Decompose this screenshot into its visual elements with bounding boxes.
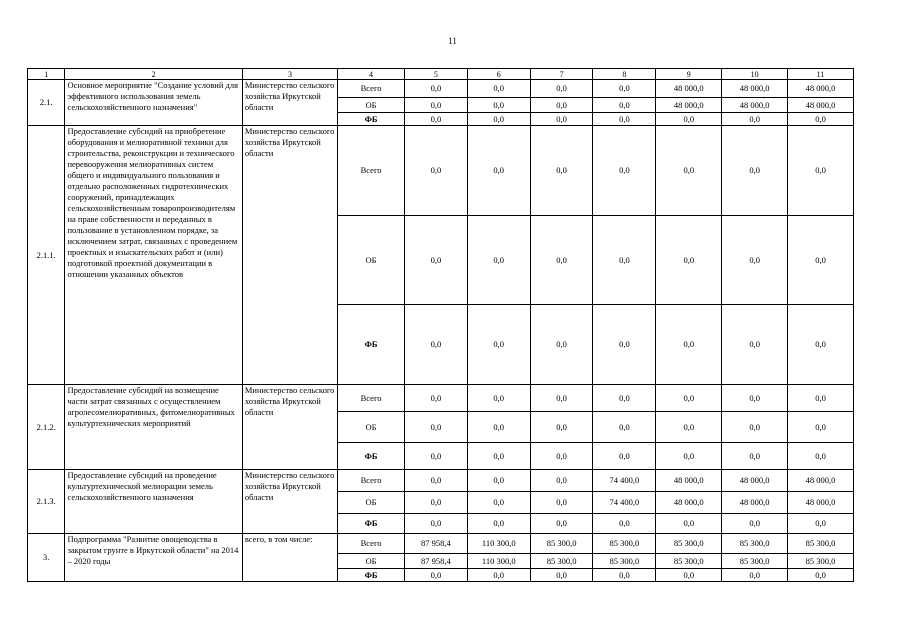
value-cell: 0,0 [405, 216, 468, 305]
value-cell: 48 000,0 [656, 98, 722, 113]
value-cell: 0,0 [593, 569, 656, 582]
funding-source: ОБ [338, 492, 405, 514]
measure-name: Предоставление субсидий на приобретение оборудования и мелиоративной техники для строительства, реконструкции и технического перевооружения мелиоративных систем общего и индивидуального пользования и отдельно расположенных гидротехнических сооружений, принадлежащих сельскохозяйственным товаропроизводителям на праве собственности и переданных в пользование в установленном порядке, за исключением затрат, связанных с проведением проектных и изыскательских работ и (или) подготовкой проектной документации в отношении указанных объектов [65, 126, 242, 385]
measure-name: Основное мероприятие "Создание условий для эффективного использования земель сельскохозяйственного назначения" [65, 80, 242, 126]
funding-source: Всего [338, 385, 405, 412]
value-cell: 110 300,0 [467, 554, 530, 569]
value-cell: 0,0 [788, 412, 854, 443]
value-cell: 0,0 [593, 80, 656, 98]
value-cell: 48 000,0 [722, 98, 788, 113]
col-header: 11 [788, 69, 854, 80]
value-cell: 0,0 [530, 305, 593, 385]
value-cell: 85 300,0 [722, 554, 788, 569]
value-cell: 74 400,0 [593, 492, 656, 514]
row-number: 2.1.2. [28, 385, 65, 470]
funding-source: Всего [338, 470, 405, 492]
value-cell: 0,0 [656, 514, 722, 534]
value-cell: 0,0 [405, 126, 468, 216]
funding-source: ФБ [338, 305, 405, 385]
value-cell: 0,0 [530, 492, 593, 514]
value-cell: 0,0 [593, 216, 656, 305]
row-number: 2.1.3. [28, 470, 65, 534]
funding-source: Всего [338, 80, 405, 98]
value-cell: 0,0 [530, 126, 593, 216]
value-cell: 0,0 [530, 216, 593, 305]
value-cell: 0,0 [722, 412, 788, 443]
value-cell: 87 958,4 [405, 534, 468, 554]
value-cell: 48 000,0 [656, 80, 722, 98]
value-cell: 0,0 [467, 492, 530, 514]
col-header: 6 [467, 69, 530, 80]
value-cell: 0,0 [722, 569, 788, 582]
funding-source: ОБ [338, 554, 405, 569]
value-cell: 0,0 [656, 305, 722, 385]
value-cell: 0,0 [656, 443, 722, 470]
value-cell: 0,0 [405, 492, 468, 514]
value-cell: 0,0 [593, 113, 656, 126]
value-cell: 48 000,0 [656, 470, 722, 492]
measure-name: Предоставление субсидий на проведение культуртехнической мелиорации земель сельскохозяйственного назначения [65, 470, 242, 534]
value-cell: 0,0 [656, 113, 722, 126]
executor: Министерство сельского хозяйства Иркутской области [242, 80, 337, 126]
table-row [28, 385, 854, 412]
value-cell: 0,0 [405, 443, 468, 470]
col-header: 5 [405, 69, 468, 80]
value-cell: 0,0 [405, 470, 468, 492]
value-cell: 48 000,0 [788, 470, 854, 492]
value-cell: 48 000,0 [656, 492, 722, 514]
value-cell: 0,0 [593, 412, 656, 443]
value-cell: 48 000,0 [722, 470, 788, 492]
executor: Министерство сельского хозяйства Иркутской области [242, 385, 337, 470]
value-cell: 0,0 [530, 569, 593, 582]
value-cell: 0,0 [405, 113, 468, 126]
value-cell: 0,0 [656, 385, 722, 412]
funding-source: Всего [338, 534, 405, 554]
value-cell: 0,0 [593, 385, 656, 412]
value-cell: 0,0 [530, 385, 593, 412]
value-cell: 85 300,0 [788, 534, 854, 554]
value-cell: 0,0 [722, 305, 788, 385]
value-cell: 87 958,4 [405, 554, 468, 569]
value-cell: 0,0 [467, 569, 530, 582]
col-header: 4 [338, 69, 405, 80]
value-cell: 0,0 [788, 385, 854, 412]
funding-source: ФБ [338, 113, 405, 126]
value-cell: 0,0 [788, 514, 854, 534]
value-cell: 0,0 [656, 126, 722, 216]
row-number: 3. [28, 534, 65, 582]
value-cell: 0,0 [530, 80, 593, 98]
value-cell: 0,0 [788, 113, 854, 126]
value-cell: 0,0 [788, 305, 854, 385]
row-number: 2.1. [28, 80, 65, 126]
table-row [28, 80, 854, 98]
value-cell: 48 000,0 [722, 492, 788, 514]
value-cell: 0,0 [722, 385, 788, 412]
value-cell: 0,0 [530, 514, 593, 534]
value-cell: 0,0 [405, 569, 468, 582]
value-cell: 0,0 [467, 113, 530, 126]
value-cell: 0,0 [405, 80, 468, 98]
value-cell: 85 300,0 [593, 554, 656, 569]
value-cell: 0,0 [722, 126, 788, 216]
value-cell: 0,0 [530, 412, 593, 443]
executor: всего, в том числе: [242, 534, 337, 582]
value-cell: 0,0 [722, 514, 788, 534]
value-cell: 85 300,0 [593, 534, 656, 554]
value-cell: 0,0 [788, 216, 854, 305]
header-row [28, 69, 854, 80]
table-row [28, 534, 854, 554]
value-cell: 85 300,0 [656, 534, 722, 554]
value-cell: 0,0 [530, 98, 593, 113]
value-cell: 85 300,0 [530, 554, 593, 569]
col-header: 3 [242, 69, 337, 80]
value-cell: 0,0 [405, 412, 468, 443]
value-cell: 85 300,0 [656, 554, 722, 569]
value-cell: 48 000,0 [788, 492, 854, 514]
value-cell: 0,0 [467, 305, 530, 385]
col-header: 9 [656, 69, 722, 80]
col-header: 8 [593, 69, 656, 80]
funding-source: ОБ [338, 216, 405, 305]
value-cell: 85 300,0 [722, 534, 788, 554]
value-cell: 0,0 [467, 126, 530, 216]
funding-source: ФБ [338, 569, 405, 582]
value-cell: 0,0 [405, 385, 468, 412]
value-cell: 0,0 [722, 443, 788, 470]
funding-source: ФБ [338, 443, 405, 470]
value-cell: 0,0 [593, 514, 656, 534]
funding-source: ОБ [338, 98, 405, 113]
value-cell: 0,0 [593, 126, 656, 216]
value-cell: 0,0 [405, 305, 468, 385]
row-number: 2.1.1. [28, 126, 65, 385]
value-cell: 0,0 [467, 412, 530, 443]
value-cell: 74 400,0 [593, 470, 656, 492]
funding-source: Всего [338, 126, 405, 216]
table-row [28, 470, 854, 492]
budget-table [27, 68, 854, 582]
value-cell: 0,0 [405, 514, 468, 534]
value-cell: 0,0 [593, 443, 656, 470]
value-cell: 110 300,0 [467, 534, 530, 554]
measure-name: Подпрограмма "Развитие овощеводства в закрытом грунте в Иркутской области" на 2014 – 2020 годы [65, 534, 242, 582]
funding-source: ФБ [338, 514, 405, 534]
value-cell: 0,0 [722, 216, 788, 305]
value-cell: 0,0 [467, 216, 530, 305]
value-cell: 0,0 [593, 98, 656, 113]
page-number: 11 [448, 36, 457, 46]
value-cell: 0,0 [593, 305, 656, 385]
value-cell: 85 300,0 [788, 554, 854, 569]
value-cell: 0,0 [467, 385, 530, 412]
value-cell: 0,0 [467, 80, 530, 98]
col-header: 7 [530, 69, 593, 80]
value-cell: 0,0 [656, 569, 722, 582]
executor: Министерство сельского хозяйства Иркутской области [242, 126, 337, 385]
funding-source: ОБ [338, 412, 405, 443]
value-cell: 0,0 [656, 412, 722, 443]
value-cell: 0,0 [656, 216, 722, 305]
value-cell: 0,0 [467, 514, 530, 534]
col-header: 2 [65, 69, 242, 80]
value-cell: 0,0 [788, 569, 854, 582]
value-cell: 0,0 [467, 98, 530, 113]
value-cell: 0,0 [405, 98, 468, 113]
col-header: 10 [722, 69, 788, 80]
value-cell: 85 300,0 [530, 534, 593, 554]
value-cell: 0,0 [722, 113, 788, 126]
value-cell: 0,0 [788, 443, 854, 470]
value-cell: 0,0 [530, 470, 593, 492]
value-cell: 48 000,0 [788, 80, 854, 98]
value-cell: 0,0 [467, 443, 530, 470]
value-cell: 48 000,0 [788, 98, 854, 113]
value-cell: 0,0 [788, 126, 854, 216]
measure-name: Предоставление субсидий на возмещение части затрат связанных с осуществлением агролесомелиоративных, фитомелиоративных культуртехнических мероприятий [65, 385, 242, 470]
value-cell: 0,0 [530, 443, 593, 470]
table-row [28, 126, 854, 216]
col-header: 1 [28, 69, 65, 80]
executor: Министерство сельского хозяйства Иркутской области [242, 470, 337, 534]
value-cell: 0,0 [467, 470, 530, 492]
value-cell: 0,0 [530, 113, 593, 126]
value-cell: 48 000,0 [722, 80, 788, 98]
